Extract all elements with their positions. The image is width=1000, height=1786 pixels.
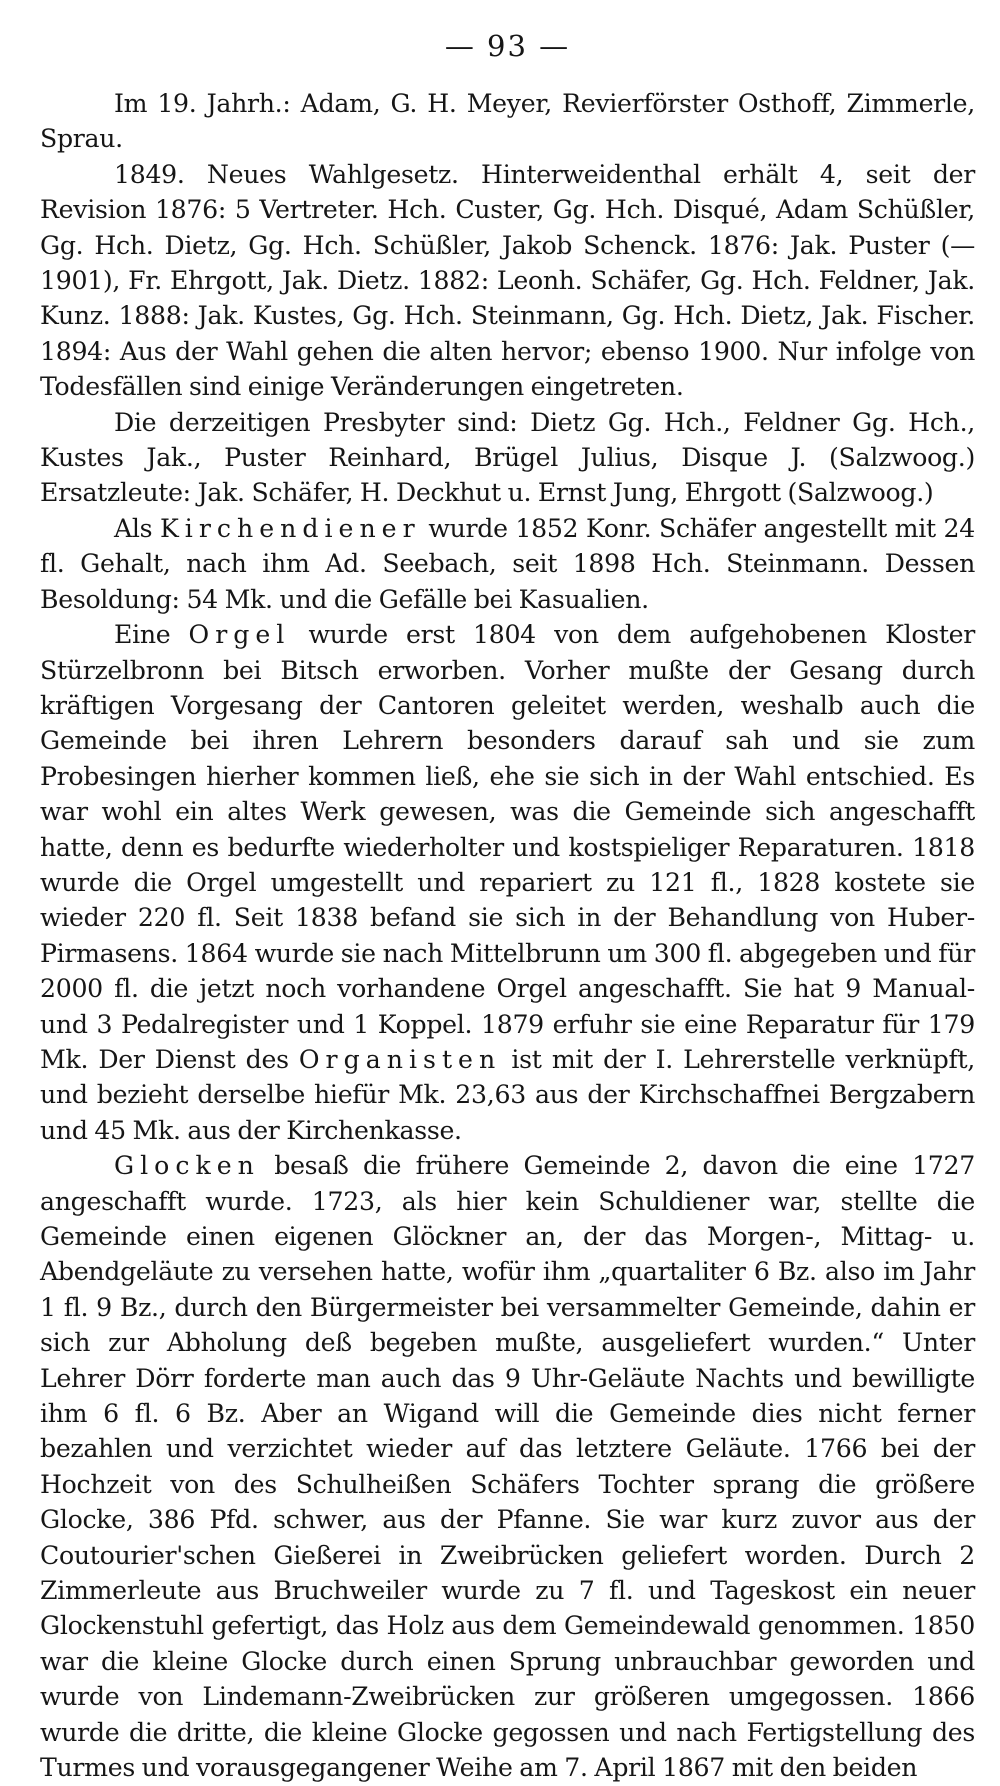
text-segment: Im 19. Jahrh.: Adam, G. H. Meyer, Revierförster Osthoff, Zimmerle, Sprau.: [40, 89, 975, 154]
emphasized-term: Glocken: [114, 1151, 260, 1181]
text-segment: Eine: [114, 620, 189, 650]
text-segment: Die derzeitigen Presbyter sind: Dietz Gg. Hch., Feldner Gg. Hch., Kustes Jak., Puster Reinhard, Brügel Julius, Disque J. (Salzwoog.) Ersatzleute: Jak. Schäfer, H. Deckhut u. Ernst Jung, Ehrgott (Salzwoog.): [40, 407, 975, 508]
emphasized-term: Kirchendiener: [159, 513, 421, 543]
text-segment: besaß die frühere Gemeinde 2, davon die eine 1727 angeschafft wurde. 1723, als hier kein Schuldiener war, stellte die Gemeinde einen eigenen Glöckner an, der das Morgen-, Mittag- u. Abendgeläute zu versehen hatte, wofür ihm „quartaliter 6 Bz. also im Jahr 1 fl. 9 Bz., durch den Bürgermeister bei versammelter Gemeinde, dahin er sich zur Abholung deß begeben mußte, ausgeliefert wurden.“ Unter Lehrer Dörr forderte man auch das 9 Uhr-Geläute Nachts und bewilligte ihm 6 fl. 6 Bz. Aber an Wigand will die Gemeinde dies nicht ferner bezahlen und verzichtet wieder auf das letztere Geläute. 1766 bei der Hochzeit von des Schulheißen Schäfers Tochter sprang die größere Glocke, 386 Pfd. schwer, aus der Pfanne. Sie war kurz zuvor aus der Coutourier'schen Gießerei in Zweibrücken geliefert worden. Durch 2 Zimmerleute aus Bruchweiler wurde zu 7 fl. und Tageskost ein neuer Glockenstuhl gefertigt, das Holz aus dem Gemeindewald genommen. 1850 war die kleine Glocke durch einen Sprung unbrauchbar geworden und wurde von Lindemann-Zweibrücken zur größeren umgegossen. 1866 wurde die dritte, die kleine Glocke gegossen und nach Fertigstellung des Turmes und vorausgegangener Weihe am 7. April 1867 mit den beiden: [40, 1151, 975, 1783]
emphasized-term: Orgel: [188, 620, 291, 650]
emphasized-term: Organisten: [298, 1044, 502, 1074]
body-text: [40, 86, 975, 1786]
paragraph: [40, 86, 975, 157]
paragraph: [40, 157, 975, 405]
paragraph: [40, 511, 975, 617]
text-segment: ist mit der I. Lehrerstelle verknüpft, und bezieht derselbe hiefür Mk. 23,63 aus der Kirchschaffnei Bergzabern und 45 Mk. aus der Kirchenkasse.: [40, 1044, 975, 1145]
text-segment: wurde erst 1804 von dem aufgehobenen Kloster Stürzelbronn bei Bitsch erworben. Vorher mußte der Gesang durch kräftigen Vorgesang der Cantoren geleitet werden, weshalb auch die Gemeinde bei ihren Lehrern besonders darauf sah und sie zum Probesingen hierher kommen ließ, ehe sie sich in der Wahl entschied. Es war wohl ein altes Werk gewesen, was die Gemeinde sich angeschafft hatte, denn es bedurfte wiederholter und kostspieliger Reparaturen. 1818 wurde die Orgel umgestellt und repariert zu 121 fl., 1828 kostete sie wieder 220 fl. Seit 1838 befand sie sich in der Behandlung von Huber-Pirmasens. 1864 wurde sie nach Mittelbrunn um 300 fl. abgegeben und für 2000 fl. die jetzt noch vorhandene Orgel angeschafft. Sie hat 9 Manual- und 3 Pedalregister und 1 Koppel. 1879 erfuhr sie eine Reparatur für 179 Mk. Der Dienst des: [40, 620, 975, 1074]
text-segment: Als: [114, 513, 160, 543]
paragraph: [40, 1148, 975, 1785]
text-segment: wurde 1852 Konr. Schäfer angestellt mit 24 fl. Gehalt, nach ihm Ad. Seebach, seit 1898 Hch. Steinmann. Dessen Besoldung: 54 Mk. und die Gefälle bei Kasualien.: [40, 513, 975, 614]
text-segment: 1849. Neues Wahlgesetz. Hinterweidenthal erhält 4, seit der Revision 1876: 5 Vertreter. Hch. Custer, Gg. Hch. Disqué, Adam Schüßler, Gg. Hch. Dietz, Gg. Hch. Schüßler, Jakob Schenck. 1876: Jak. Puster (— 1901), Fr. Ehrgott, Jak. Dietz. 1882: Leonh. Schäfer, Gg. Hch. Feldner, Jak. Kunz. 1888: Jak. Kustes, Gg. Hch. Steinmann, Gg. Hch. Dietz, Jak. Fischer. 1894: Aus der Wahl gehen die alten hervor; ebenso 1900. Nur infolge von Todesfällen sind einige Veränderungen eingetreten.: [40, 159, 975, 402]
document-page: [40, 28, 975, 1786]
page-number: — 93 —: [444, 29, 571, 63]
paragraph: [40, 405, 975, 511]
paragraph: [40, 617, 975, 1148]
